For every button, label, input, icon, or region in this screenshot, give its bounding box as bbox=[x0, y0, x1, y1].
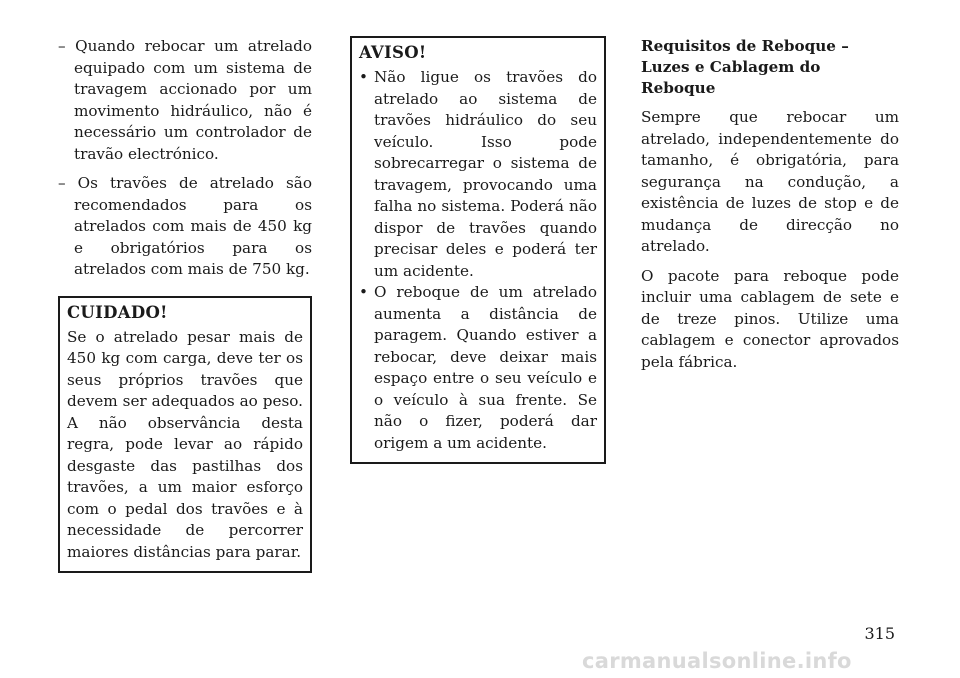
left-column bbox=[58, 36, 312, 573]
warning-title: AVISO! bbox=[359, 43, 427, 62]
warning-item bbox=[359, 282, 597, 454]
paragraph-wiring: O pacote para reboque pode incluir uma cablagem de sete e de treze pinos. Utilize uma cablagem e conector aprovados pela fábrica. bbox=[641, 266, 899, 371]
caution-text: Se o atrelado pesar mais de 450 kg com carga, deve ter os seus próprios travões que devem ser adequados ao peso. A não observância desta regra, pode levar ao rápido desgaste das pastilhas dos travões, a um maior esforço com o pedal dos travões e à necessidade de percorrer maiores distâncias para parar. bbox=[67, 327, 303, 561]
caution-box bbox=[58, 296, 312, 574]
warning-item-text: O reboque de um atrelado aumenta a distância de paragem. Quando estiver a rebocar, deve deixar mais espaço entre o seu veículo e o veículo à sua frente. Se não o fizer, poderá dar origem a um acidente. bbox=[374, 283, 597, 452]
trailer-brake-note-hydraulic: – Quando rebocar um atrelado equipado com um sistema de travagem accionado por um movimento hidráulico, não é necessário um controlador de travão electrónico. bbox=[58, 37, 312, 163]
bullet-icon: • bbox=[359, 68, 368, 86]
warning-item bbox=[359, 67, 597, 282]
warning-box bbox=[350, 36, 606, 464]
caution-title: CUIDADO! bbox=[67, 302, 168, 322]
section-heading: Requisitos de Reboque – Luzes e Cablagem do Reboque bbox=[641, 37, 849, 97]
watermark-logo: carmanualsonline.info bbox=[582, 649, 852, 673]
trailer-brake-note-weight: – Os travões de atrelado são recomendados para os atrelados com mais de 450 kg e obrigatórios para os atrelados com mais de 750 kg. bbox=[58, 174, 312, 278]
bullet-icon: • bbox=[359, 283, 368, 301]
right-column bbox=[641, 36, 899, 381]
warning-item-text: Não ligue os travões do atrelado ao sistema de travões hidráulico do seu veículo. Isso pode sobrecarregar o sistema de travagem, provocando uma falha no sistema. Poderá não dispor de travões quando precisar deles e poderá ter um acidente. bbox=[374, 68, 597, 280]
middle-column bbox=[350, 36, 606, 464]
page-number: 315 bbox=[864, 624, 895, 643]
paragraph-lights: Sempre que rebocar um atrelado, independentemente do tamanho, é obrigatória, para segurança na condução, a existência de luzes de stop e de mudança de direcção no atrelado. bbox=[641, 108, 899, 255]
warning-list bbox=[359, 67, 597, 454]
